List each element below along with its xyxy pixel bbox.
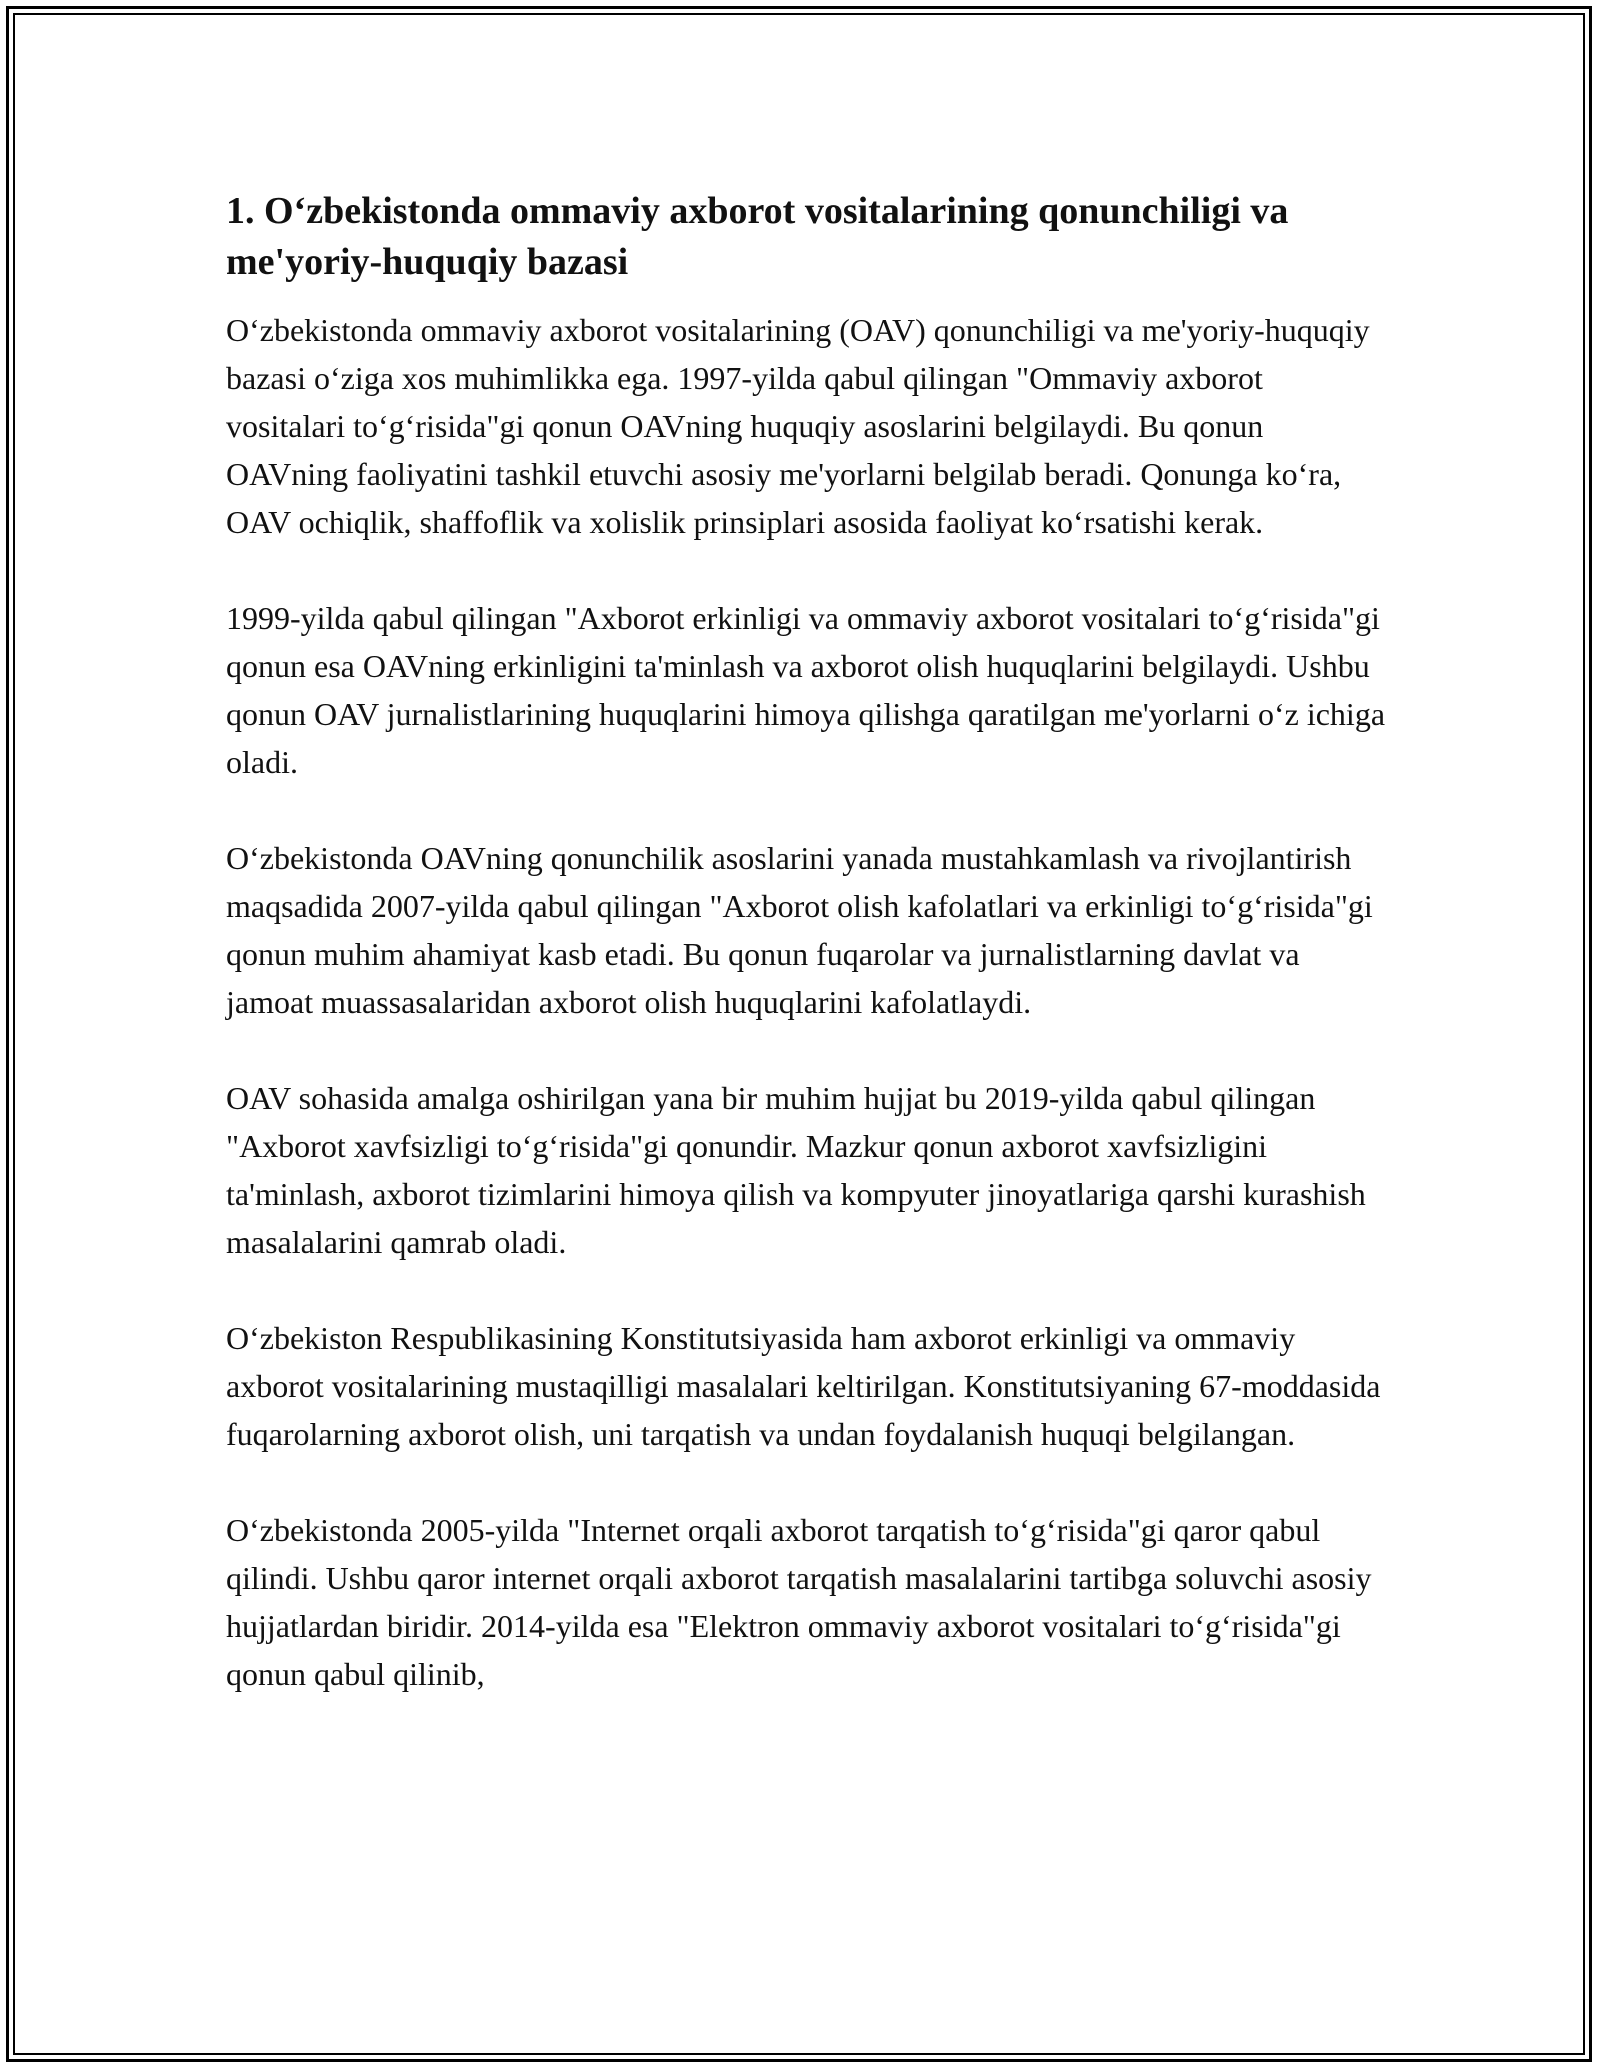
document-body bbox=[226, 186, 1386, 1746]
paragraph-5: O‘zbekiston Respublikasining Konstitutsiyasida ham axborot erkinligi va ommaviy axborot vositalarining mustaqilligi masalalari keltirilgan. Konstitutsiyaning 67-moddasida fuqarolarning axborot olish, uni tarqatish va undan foydalanish huquqi belgilangan. bbox=[226, 1320, 1381, 1452]
paragraph-1: O‘zbekistonda ommaviy axborot vositalarining (OAV) qonunchiligi va me'yoriy-huquqiy bazasi o‘ziga xos muhimlikka ega. 1997-yilda qabul qilingan "Ommaviy axborot vositalari to‘g‘risida"gi qonun OAVning huquqiy asoslarini belgilaydi. Bu qonun OAVning faoliyatini tashkil etuvchi asosiy me'yorlarni belgilab beradi. Qonunga ko‘ra, OAV ochiqlik, shaffoflik va xolislik prinsiplari asosida faoliyat ko‘rsatishi kerak. bbox=[226, 312, 1370, 540]
paragraph-2: 1999-yilda qabul qilingan "Axborot erkinligi va ommaviy axborot vositalari to‘g‘risida"gi qonun esa OAVning erkinligini ta'minlash va axborot olish huquqlarini belgilaydi. Ushbu qonun OAV jurnalistlarining huquqlarini himoya qilishga qaratilgan me'yorlarni o‘z ichiga oladi. bbox=[226, 600, 1386, 780]
paragraph-6: O‘zbekistonda 2005-yilda "Internet orqali axborot tarqatish to‘g‘risida"gi qaror qabul qilindi. Ushbu qaror internet orqali axborot tarqatish masalalarini tartibga soluvchi asosiy hujjatlardan biridir. 2014-yilda esa "Elektron ommaviy axborot vositalari to‘g‘risida"gi qonun qabul qilinib, bbox=[226, 1512, 1372, 1692]
section-heading: 1. O‘zbekistonda ommaviy axborot vositalarining qonunchiligi va me'yoriy-huquqiy bazasi bbox=[226, 190, 1289, 283]
paragraph-3: O‘zbekistonda OAVning qonunchilik asoslarini yanada mustahkamlash va rivojlantirish maqsadida 2007-yilda qabul qilingan "Axborot olish kafolatlari va erkinligi to‘g‘risida"gi qonun muhim ahamiyat kasb etadi. Bu qonun fuqarolar va jurnalistlarning davlat va jamoat muassasalaridan axborot olish huquqlarini kafolatlaydi. bbox=[226, 840, 1373, 1020]
paragraph-4: OAV sohasida amalga oshirilgan yana bir muhim hujjat bu 2019-yilda qabul qilingan "Axborot xavfsizligi to‘g‘risida"gi qonundir. Mazkur qonun axborot xavfsizligini ta'minlash, axborot tizimlarini himoya qilish va kompyuter jinoyatlariga qarshi kurashish masalalarini qamrab oladi. bbox=[226, 1080, 1366, 1260]
